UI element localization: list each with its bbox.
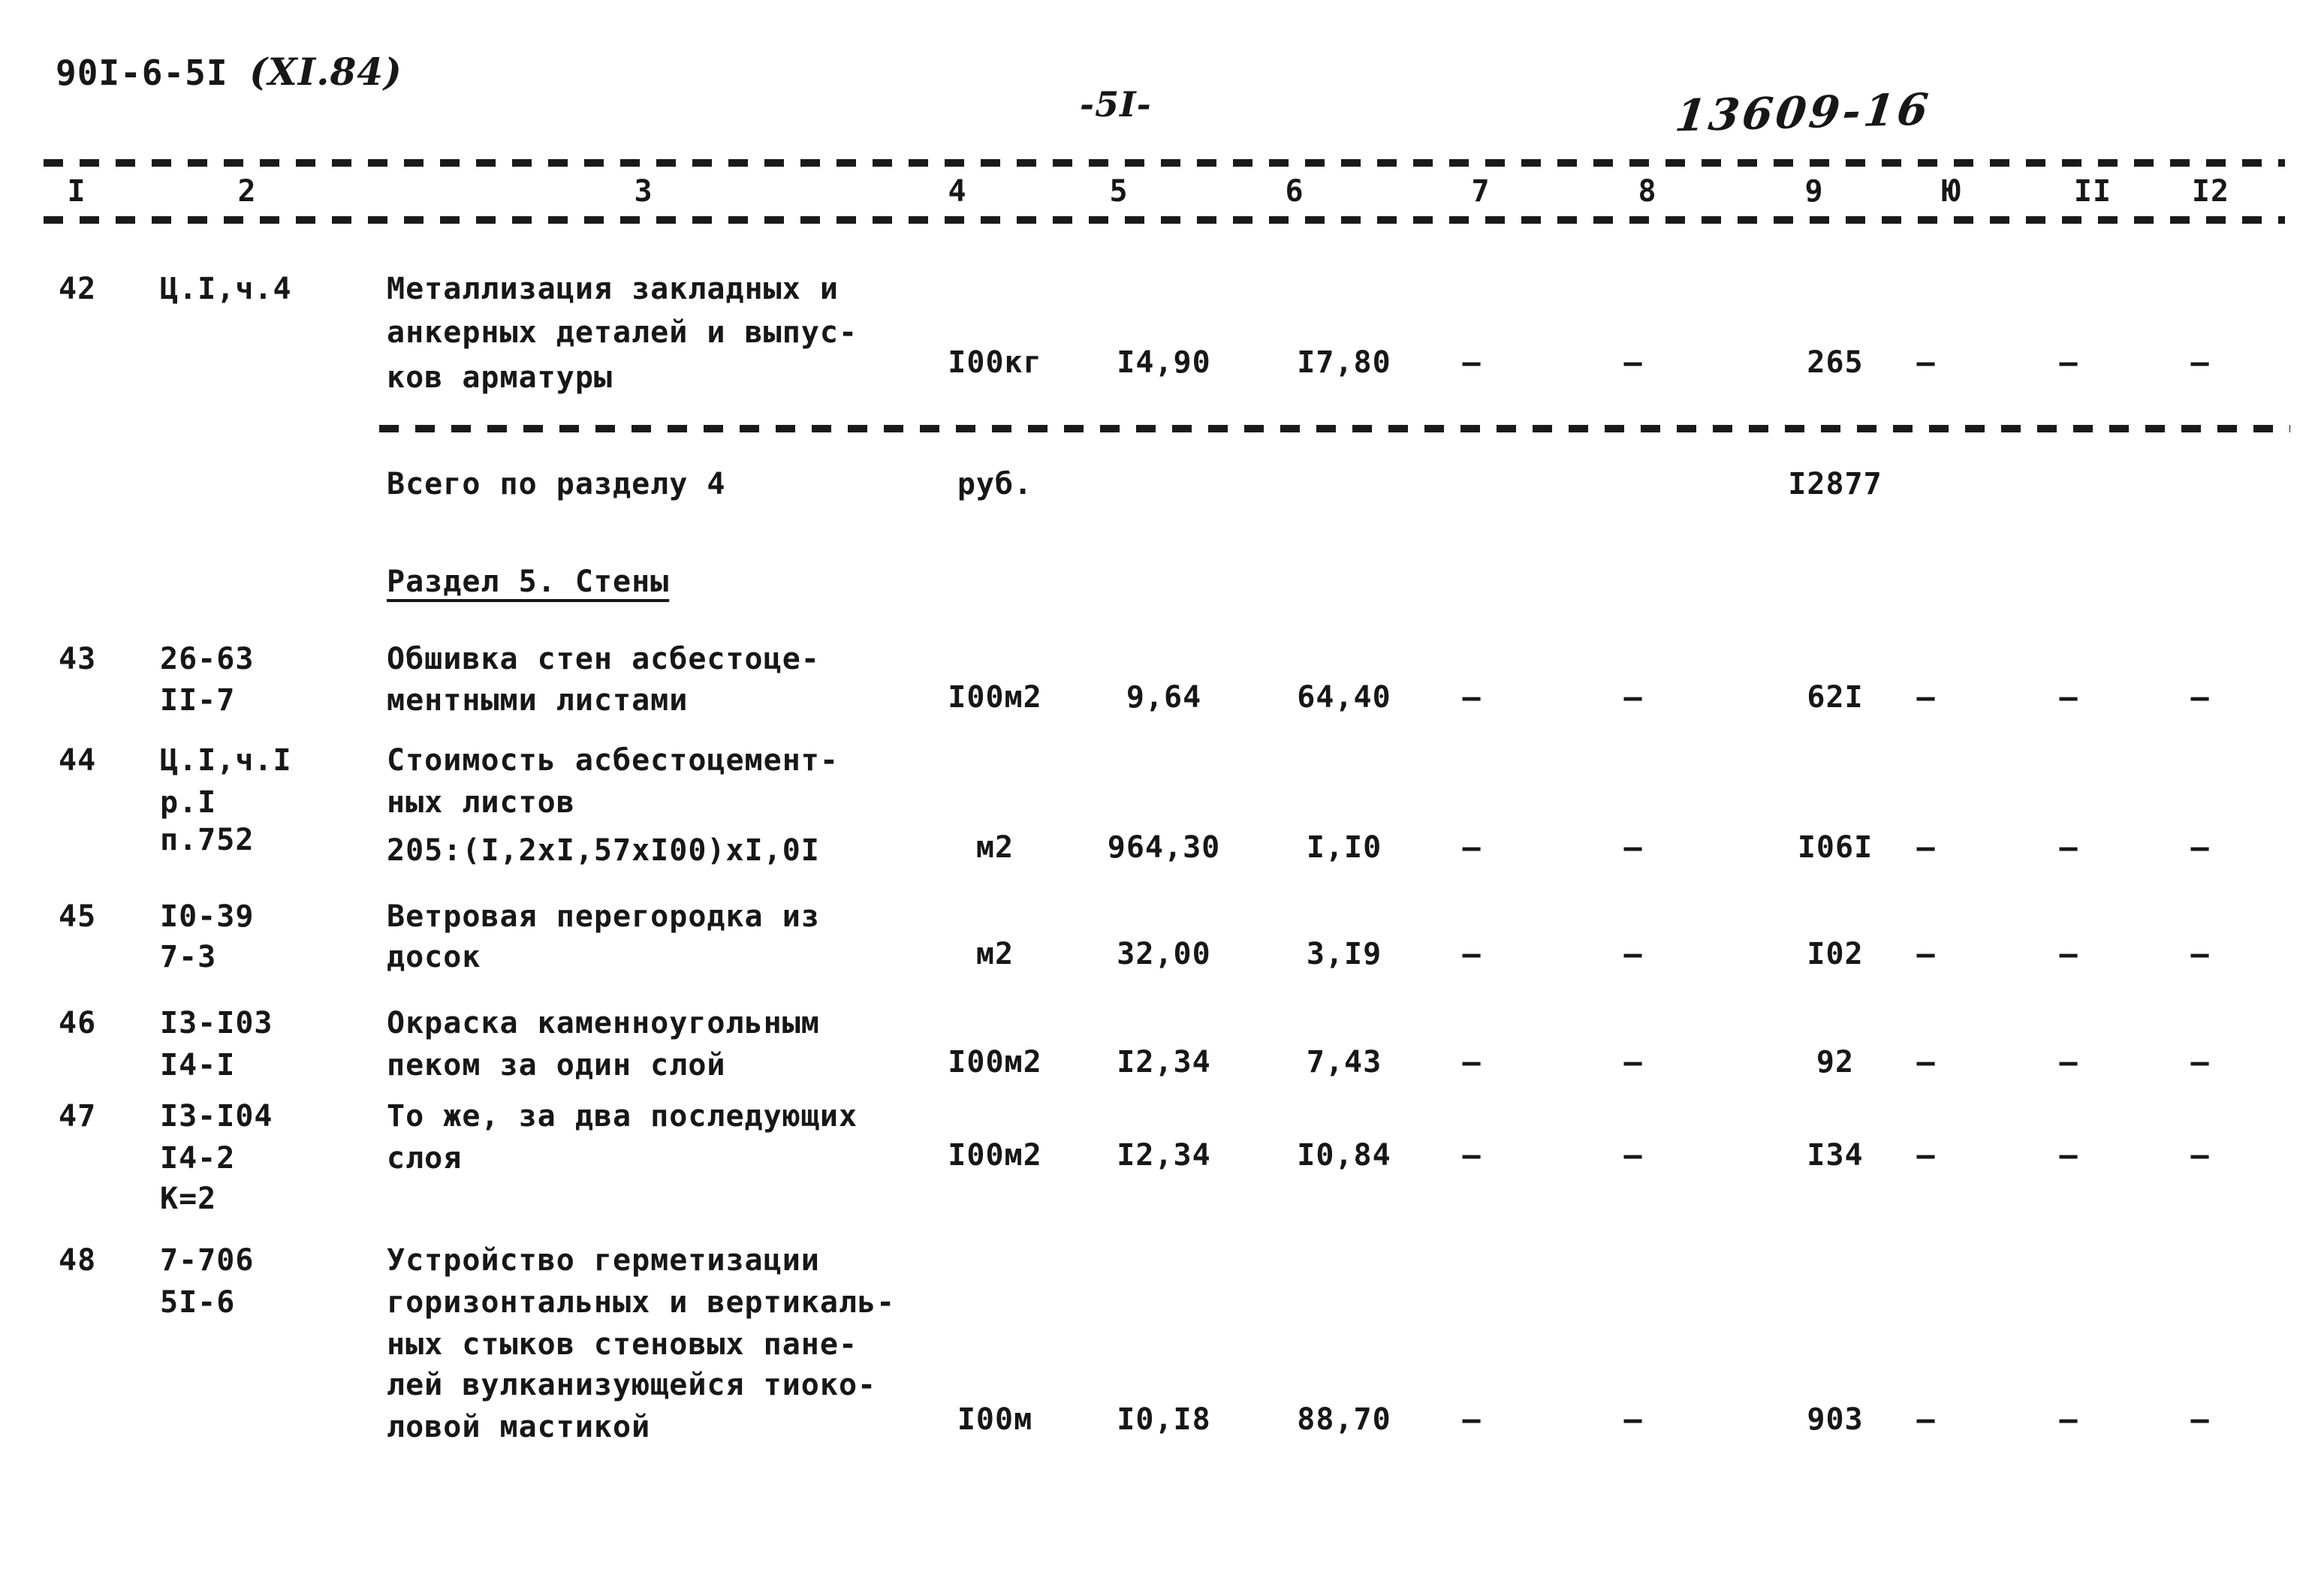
dash-cell: –	[2190, 830, 2210, 865]
total-cell: 265	[1807, 345, 1864, 380]
total-cell: 903	[1807, 1402, 1864, 1437]
dash-cell: –	[2190, 680, 2210, 715]
unit-price-cell: I7,80	[1297, 345, 1391, 380]
quantity-cell: 9,64	[1126, 680, 1202, 715]
dash-cell: –	[1623, 1402, 1643, 1437]
dash-cell: –	[2190, 937, 2210, 971]
section-total-label: Всего по разделу 4	[387, 467, 726, 501]
work-description: Ветровая перегородка из	[387, 899, 820, 934]
quantity-cell: 964,30	[1107, 830, 1221, 865]
dash-cell: –	[2059, 680, 2078, 715]
dash-cell: –	[1916, 680, 1936, 715]
work-description: горизонтальных и вертикаль-	[387, 1285, 896, 1320]
basis-ref: I3-I03	[160, 1006, 273, 1040]
row-number: 42	[59, 272, 97, 306]
dash-cell: –	[2190, 1138, 2210, 1173]
work-description: ных стыков стеновых пане-	[387, 1327, 858, 1362]
dash-cell: –	[1462, 680, 1482, 715]
dashed-rule-header-bottom	[44, 216, 2285, 224]
work-description: Металлизация закладных и	[387, 272, 839, 306]
unit-cell: руб.	[957, 467, 1033, 501]
col-header-9: 9	[1804, 174, 1824, 209]
total-cell: I34	[1807, 1138, 1864, 1173]
dash-cell: –	[2190, 1045, 2210, 1080]
doc-code	[56, 50, 402, 94]
basis-ref: п.752	[160, 823, 255, 857]
unit-cell: I00м	[957, 1402, 1033, 1437]
dash-cell: –	[1462, 1138, 1482, 1173]
dash-cell: –	[1916, 1138, 1936, 1173]
unit-price-cell: 3,I9	[1306, 937, 1382, 971]
basis-ref: К=2	[160, 1182, 217, 1216]
quantity-cell: I2,34	[1117, 1138, 1211, 1173]
col-header-10: Ю	[1942, 174, 1961, 209]
col-header-7: 7	[1471, 174, 1491, 209]
basis-ref: 7-706	[160, 1243, 255, 1278]
total-cell: I06I	[1797, 830, 1873, 865]
basis-ref: I4-2	[160, 1141, 236, 1176]
unit-price-cell: 7,43	[1306, 1045, 1382, 1080]
work-description: досок	[387, 940, 481, 974]
dash-cell: –	[2059, 1402, 2078, 1437]
work-description: ментными листами	[387, 683, 689, 718]
dash-cell: –	[1916, 1402, 1936, 1437]
work-description: ков арматуры	[387, 360, 613, 395]
unit-price-cell: 88,70	[1297, 1402, 1391, 1437]
work-description: То же, за два последующих	[387, 1099, 858, 1134]
row-number: 43	[59, 642, 97, 676]
row-number: 48	[59, 1243, 97, 1278]
col-header-6: 6	[1285, 174, 1304, 209]
page-number: -5I-	[1080, 84, 1152, 125]
dash-cell: –	[2059, 937, 2078, 971]
dash-cell: –	[1623, 830, 1643, 865]
section-heading: Раздел 5. Стены	[387, 565, 670, 599]
unit-cell: м2	[975, 830, 1014, 865]
col-header-1: I	[67, 174, 86, 209]
dash-cell: –	[1462, 830, 1482, 865]
work-description: пеком за один слой	[387, 1048, 726, 1083]
total-cell: I2877	[1788, 467, 1882, 501]
dash-cell: –	[2059, 830, 2078, 865]
dash-cell: –	[1916, 345, 1936, 380]
total-cell: I02	[1807, 937, 1864, 971]
unit-cell: I00м2	[948, 1045, 1042, 1080]
basis-ref: I0-39	[160, 899, 255, 934]
dash-cell: –	[1916, 830, 1936, 865]
row-number: 45	[59, 899, 97, 934]
unit-cell: I00кг	[948, 345, 1042, 380]
dash-cell: –	[1623, 345, 1643, 380]
dashed-rule-top	[44, 159, 2285, 167]
unit-cell: м2	[975, 937, 1014, 971]
work-description: ных листов	[387, 785, 575, 820]
dash-cell: –	[1462, 937, 1482, 971]
dash-cell: –	[2190, 1402, 2210, 1437]
dash-cell: –	[2059, 345, 2078, 380]
work-description: анкерных деталей и выпус-	[387, 315, 858, 350]
work-description: ловой мастикой	[387, 1410, 651, 1444]
work-description: Стоимость асбестоцемент-	[387, 743, 839, 778]
work-description: Устройство герметизации	[387, 1243, 820, 1278]
doc-number-handwritten: 13609-16	[1672, 83, 1934, 142]
basis-ref: р.I	[160, 785, 217, 820]
dash-cell: –	[2059, 1138, 2078, 1173]
basis-ref: Ц.I,ч.4	[160, 272, 292, 306]
col-header-2: 2	[237, 174, 257, 209]
col-header-12: I2	[2191, 174, 2230, 209]
unit-price-cell: I0,84	[1297, 1138, 1391, 1173]
col-header-5: 5	[1109, 174, 1129, 209]
work-description: Обшивка стен асбестоце-	[387, 642, 820, 676]
row-number: 44	[59, 743, 97, 778]
dash-cell: –	[1462, 345, 1482, 380]
basis-ref: 26-63	[160, 642, 255, 676]
unit-price-cell: I,I0	[1306, 830, 1382, 865]
quantity-cell: I2,34	[1117, 1045, 1211, 1080]
work-description: 205:(I,2хI,57хI00)хI,0I	[387, 833, 820, 868]
dash-cell: –	[2190, 345, 2210, 380]
dash-cell: –	[1623, 1138, 1643, 1173]
basis-ref: 5I-6	[160, 1285, 236, 1320]
total-cell: 92	[1816, 1045, 1855, 1080]
dash-cell: –	[1462, 1045, 1482, 1080]
unit-price-cell: 64,40	[1297, 680, 1391, 715]
dash-cell: –	[1623, 680, 1643, 715]
unit-cell: I00м2	[948, 1138, 1042, 1173]
col-header-3: 3	[634, 174, 653, 209]
total-cell: 62I	[1807, 680, 1864, 715]
dash-cell: –	[1623, 937, 1643, 971]
basis-ref: Ц.I,ч.I	[160, 743, 292, 778]
row-number: 47	[59, 1099, 97, 1134]
row-number: 46	[59, 1006, 97, 1040]
work-description: слоя	[387, 1141, 463, 1176]
work-description: Окраска каменноугольным	[387, 1006, 820, 1040]
basis-ref: 7-3	[160, 940, 217, 974]
col-header-4: 4	[948, 174, 967, 209]
col-header-8: 8	[1638, 174, 1657, 209]
doc-code-handwritten: (XI.84)	[249, 50, 402, 94]
quantity-cell: 32,00	[1117, 937, 1211, 971]
quantity-cell: I4,90	[1117, 345, 1211, 380]
basis-ref: I4-I	[160, 1048, 236, 1083]
quantity-cell: I0,I8	[1117, 1402, 1211, 1437]
dash-cell: –	[1916, 937, 1936, 971]
unit-cell: I00м2	[948, 680, 1042, 715]
dashed-rule-section-separator	[379, 425, 2290, 432]
dash-cell: –	[1623, 1045, 1643, 1080]
dash-cell: –	[2059, 1045, 2078, 1080]
doc-code-typed: 90I-6-5I	[56, 53, 228, 93]
dash-cell: –	[1916, 1045, 1936, 1080]
basis-ref: II-7	[160, 683, 236, 718]
basis-ref: I3-I04	[160, 1099, 273, 1134]
col-header-11: II	[2073, 174, 2112, 209]
work-description: лей вулканизующейся тиоко-	[387, 1368, 877, 1402]
dash-cell: –	[1462, 1402, 1482, 1437]
